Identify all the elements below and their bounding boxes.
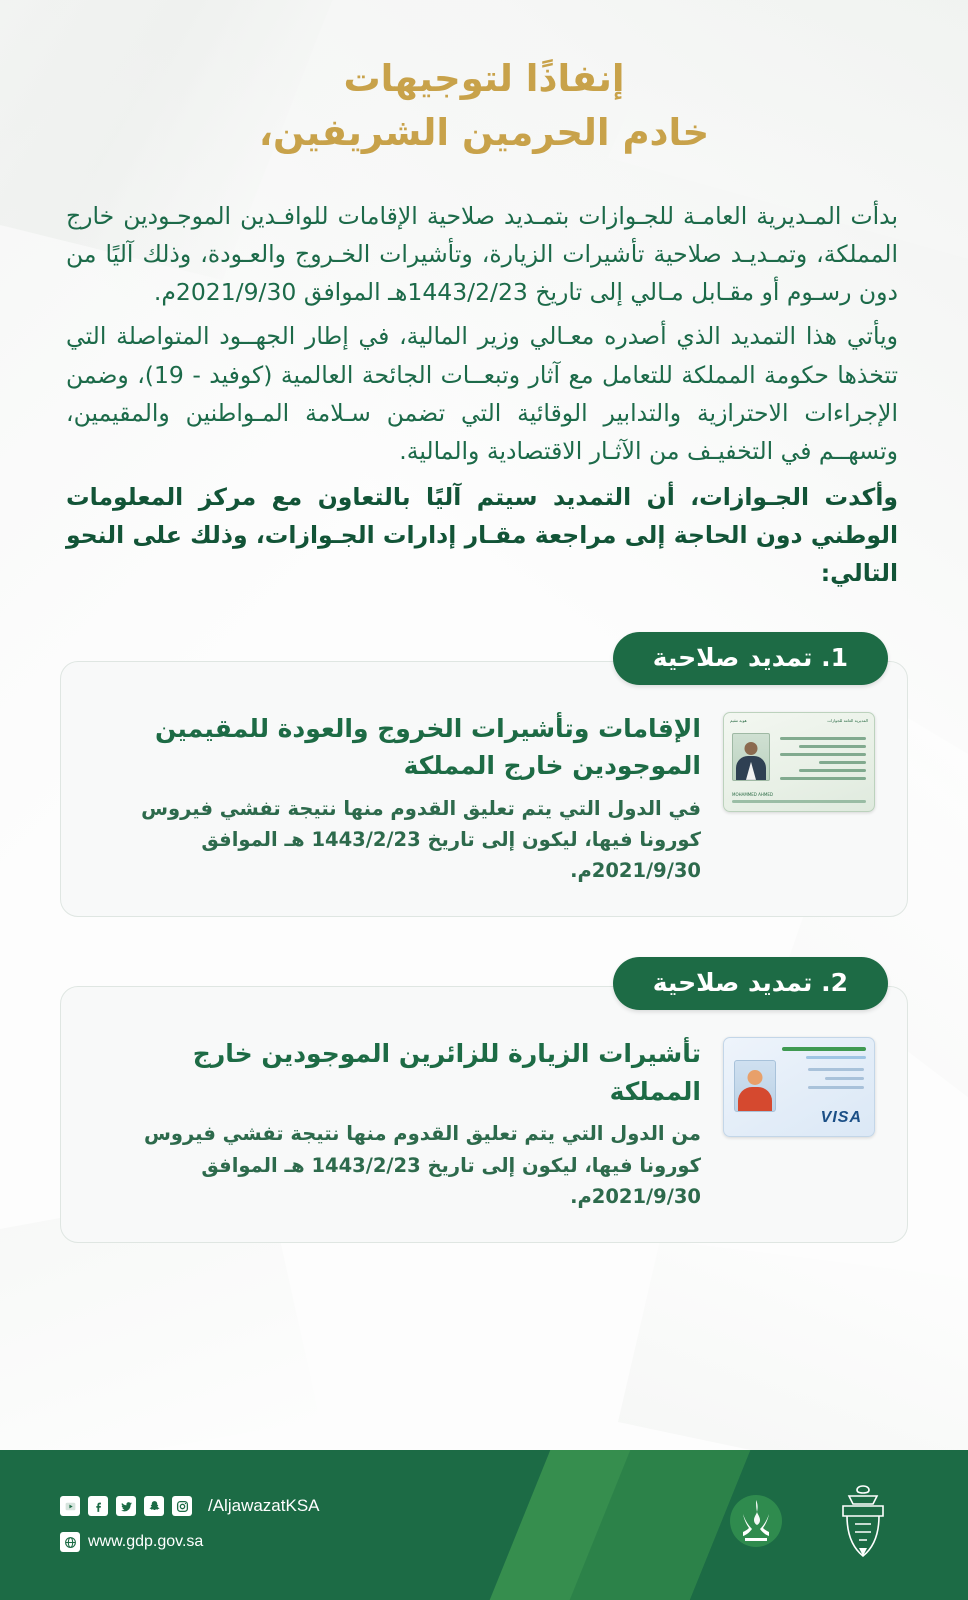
idcard-line — [780, 737, 866, 740]
visa-label: VISA — [820, 1109, 862, 1127]
globe-icon — [60, 1532, 80, 1552]
visa-line — [808, 1068, 864, 1071]
idcard-footer-line — [732, 800, 866, 803]
idcard-name: MOHAMMED AHMED — [732, 791, 773, 797]
idcard-header-left: المديرية العامة للجوازات — [827, 717, 868, 723]
instagram-icon[interactable] — [172, 1496, 192, 1516]
section-2-card — [60, 986, 908, 1243]
visa-photo — [734, 1060, 776, 1112]
visa-photo-body — [738, 1087, 772, 1111]
section-1 — [0, 632, 968, 918]
gdp-emblem-icon — [828, 1480, 898, 1566]
section-2-body — [93, 1031, 701, 1212]
idcard-photo-head — [745, 742, 758, 755]
page-title — [0, 0, 968, 169]
idcard-line — [799, 745, 866, 748]
section-2-title: تأشيرات الزيارة للزائرين الموجودين خارج المملكة — [192, 1039, 701, 1106]
social-links[interactable] — [60, 1496, 320, 1516]
twitter-icon[interactable] — [116, 1496, 136, 1516]
youtube-icon[interactable] — [60, 1496, 80, 1516]
website-url: www.gdp.gov.sa — [88, 1533, 204, 1550]
visa-line — [808, 1086, 864, 1089]
idcard-header-right: هوية مقيم — [730, 717, 747, 723]
paragraph-3: وأكدت الجـوازات، أن التمديد سيتم آليًا بالتعاون مع مركز المعلومات الوطني دون الحاجة إلى مراجعة مقـار إدارات الجـوازات، وذلك على النحو التالي: — [66, 482, 898, 587]
section-2 — [0, 957, 968, 1243]
footer-emblems — [724, 1480, 898, 1566]
section-1-title: الإقامات وتأشيرات الخروج والعودة للمقيمين الموجودين خارج المملكة — [154, 713, 701, 781]
snapchat-icon[interactable] — [144, 1496, 164, 1516]
title-line-2: خادم الحرمين الشريفين، — [258, 110, 710, 154]
idcard-line — [780, 753, 866, 756]
section-1-card — [60, 661, 908, 918]
paragraph-1: بدأت المـديرية العامـة للجـوازات بتمـديد صلاحية الإقامات للوافـدين الموجـودين خارج المملكة، وتمـديـد صلاحية تأشيرات الزيارة، وتأشيرات الخـروج والعـودة، وذلك آليًا من دون رسـوم أو مقـابل مـالي إلى تاريخ 1443/2/23هـ الموافق 2021/9/30م. — [66, 202, 898, 307]
section-2-description: من الدول التي يتم تعليق القدوم منها نتيجة تفشي فيروس كورونا فيها، ليكون إلى تاريخ 1443/2/23 هـ الموافق 2021/9/30م. — [143, 1122, 701, 1208]
visa-photo-head — [748, 1070, 763, 1085]
idcard-line — [819, 761, 866, 764]
section-1-badge: 1. تمديد صلاحية — [613, 632, 888, 685]
paragraph-2: ويأتي هذا التمديد الذي أصدره معـالي وزير المالية، في إطار الجهــود المتواصلة التي تتخذها حكومة المملكة للتعامل مع آثار وتبعــات الجائحة العالمية (كوفيد - 19)، وضمن الإجراءات الاحترازية والتدابير الوقائية التي تضمن سـلامة المـواطنين والمقيمين، وتسهــم في التخفيـف من الآثـار الاقتصادية والمالية. — [66, 322, 898, 465]
visa-card-icon — [723, 1037, 875, 1137]
moi-emblem-icon — [724, 1488, 788, 1558]
visa-stripe — [782, 1047, 866, 1051]
residence-permit-icon — [723, 712, 875, 812]
visa-text-lines — [786, 1068, 864, 1095]
section-2-badge: 2. تمديد صلاحية — [613, 957, 888, 1010]
body-text — [0, 169, 968, 592]
footer — [0, 1450, 968, 1600]
visa-card-art — [723, 1031, 875, 1137]
section-1-body — [93, 706, 701, 887]
idcard-line — [780, 777, 866, 780]
visa-stripe-secondary — [806, 1056, 866, 1059]
visa-line — [825, 1077, 864, 1080]
section-1-description: في الدول التي يتم تعليق القدوم منها نتيجة تفشي فيروس كورونا فيها، ليكون إلى تاريخ 1443/2/23 هـ الموافق 2021/9/30م. — [141, 796, 701, 883]
idcard-line — [799, 769, 866, 772]
idcard-text-lines — [780, 737, 866, 785]
idcard-header — [730, 718, 868, 728]
residence-card-art — [723, 706, 875, 812]
title-line-1: إنفاذًا لتوجيهات — [343, 57, 625, 100]
website-link[interactable] — [60, 1532, 203, 1552]
idcard-photo — [732, 733, 770, 781]
social-handle: /AljawazatKSA — [208, 1496, 320, 1515]
facebook-icon[interactable] — [88, 1496, 108, 1516]
